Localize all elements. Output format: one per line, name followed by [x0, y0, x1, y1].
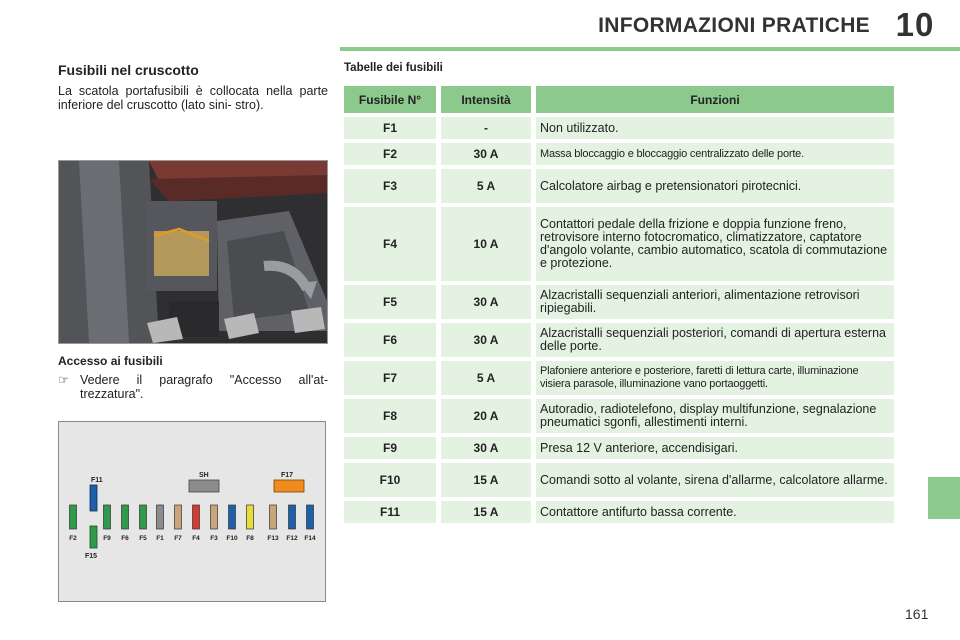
access-text: Vedere il paragrafo "Accesso all'at- trezzatura".: [80, 373, 328, 401]
fuse-function: Presa 12 V anteriore, accendisigari.: [536, 437, 894, 459]
fuse-f10: [229, 505, 236, 529]
fuse-f12: [289, 505, 296, 529]
shunt-sh: [189, 480, 219, 492]
table-row: [344, 323, 894, 357]
fuse-label-f7: F7: [174, 535, 182, 542]
table-row: [344, 501, 894, 523]
fuse-f1: [157, 505, 164, 529]
fuse-function: Calcolatore airbag e pretensionatori pirotecnici.: [536, 169, 894, 203]
fuse-label-f1: F1: [156, 535, 164, 542]
fuse-label-f15: F15: [85, 553, 98, 560]
fuse-function: Contattori pedale della frizione e doppia funzione freno, retrovisore interno fotocromatico, climatizzatore, captatore d'angolo volante, cambio automatico, scatola di commutazione e protezione.: [536, 207, 894, 281]
dashboard-fuse-photo: [58, 160, 328, 344]
fuse-label-f12: F12: [286, 535, 298, 542]
fuse-f14: [307, 505, 314, 529]
table-row: [344, 207, 894, 281]
fuse-label-f2: F2: [69, 535, 77, 542]
table-row: [344, 143, 894, 165]
fuse-function: Comandi sotto al volante, sirena d'allarme, calcolatore allarme.: [536, 463, 894, 497]
fuse-label-f3: F3: [210, 535, 218, 542]
chapter-number: 10: [895, 6, 935, 43]
fuse-label-f8: F8: [246, 535, 254, 542]
fuse-intensity: 30 A: [441, 143, 531, 165]
fuse-function: Non utilizzato.: [536, 117, 894, 139]
fuse-function: Alzacristalli sequenziali anteriori, alimentazione retrovisori ripiegabili.: [536, 285, 894, 319]
chapter-side-tab: [928, 477, 960, 519]
fuse-number: F9: [344, 437, 436, 459]
fuse-label-f5: F5: [139, 535, 147, 542]
fuse-label-f4: F4: [192, 535, 200, 542]
access-instruction: [58, 373, 328, 401]
fuse-f8: [247, 505, 254, 529]
fuse-function: Plafoniere anteriore e posteriore, faretti di lettura carte, illuminazione visiera parasole, illuminazione vano portaoggetti.: [536, 361, 894, 395]
fuse-intensity: 30 A: [441, 285, 531, 319]
fuse-f15: [90, 526, 97, 548]
fuse-intensity: -: [441, 117, 531, 139]
fuse-number: F3: [344, 169, 436, 203]
fuse-label-f14: F14: [304, 535, 316, 542]
fuse-label-f13: F13: [267, 535, 279, 542]
fuse-label-f11: F11: [91, 477, 103, 484]
fuse-f9: [104, 505, 111, 529]
fuse-f2: [70, 505, 77, 529]
fuse-f4: [193, 505, 200, 529]
header-fuse-number: Fusibile N°: [344, 86, 436, 113]
fuse-number: F4: [344, 207, 436, 281]
table-row: [344, 399, 894, 433]
fuse-box-diagram: [58, 421, 326, 602]
table-row: [344, 117, 894, 139]
table-row: [344, 437, 894, 459]
access-title: Accesso ai fusibili: [58, 354, 163, 368]
fuse-function: Alzacristalli sequenziali posteriori, comandi di apertura esterna delle porte.: [536, 323, 894, 357]
fuse-number: F7: [344, 361, 436, 395]
chapter-title: INFORMAZIONI PRATICHE: [598, 14, 870, 37]
header-rule: [340, 47, 960, 51]
table-row: [344, 361, 894, 395]
header-intensity: Intensità: [441, 86, 531, 113]
fuse-table: [339, 82, 899, 527]
fuse-number: F5: [344, 285, 436, 319]
fuse-number: F2: [344, 143, 436, 165]
fuse-label-f9: F9: [103, 535, 111, 542]
fuse-f6: [122, 505, 129, 529]
fuse-f5: [140, 505, 147, 529]
table-row: [344, 285, 894, 319]
page-number: 161: [905, 606, 929, 622]
fuse-function: Massa bloccaggio e bloccaggio centralizzato delle porte.: [536, 143, 894, 165]
fuse-f17: [274, 480, 304, 492]
fuse-label-f6: F6: [121, 535, 129, 542]
fuse-number: F1: [344, 117, 436, 139]
fuse-function: Autoradio, radiotelefono, display multifunzione, segnalazione pneumatici sgonfi, allestimenti interni.: [536, 399, 894, 433]
fuse-label-f17: F17: [281, 472, 294, 479]
intro-paragraph: La scatola portafusibili è collocata nella parte inferiore del cruscotto (lato sini- stro).: [58, 84, 328, 112]
tables-title: Tabelle dei fusibili: [344, 62, 443, 74]
fuse-label-f10: F10: [226, 535, 238, 542]
table-row: [344, 169, 894, 203]
fuse-label-sh: SH: [199, 472, 209, 479]
fuse-intensity: 5 A: [441, 169, 531, 203]
fuse-intensity: 20 A: [441, 399, 531, 433]
pointing-hand-icon: ☞: [58, 373, 70, 387]
fuse-f3: [211, 505, 218, 529]
fuse-intensity: 10 A: [441, 207, 531, 281]
fuse-number: F6: [344, 323, 436, 357]
fuse-row: [69, 505, 316, 542]
table-header-row: [344, 86, 894, 113]
fuse-intensity: 15 A: [441, 501, 531, 523]
table-row: [344, 463, 894, 497]
fuse-number: F8: [344, 399, 436, 433]
section-title: Fusibili nel cruscotto: [58, 62, 199, 78]
fuse-intensity: 30 A: [441, 323, 531, 357]
header-functions: Funzioni: [536, 86, 894, 113]
fuse-function: Contattore antifurto bassa corrente.: [536, 501, 894, 523]
fuse-intensity: 15 A: [441, 463, 531, 497]
fuse-f13: [270, 505, 277, 529]
fuse-intensity: 30 A: [441, 437, 531, 459]
fuse-number: F11: [344, 501, 436, 523]
fuse-number: F10: [344, 463, 436, 497]
fuse-f7: [175, 505, 182, 529]
fuse-f11: [90, 485, 97, 511]
fuse-intensity: 5 A: [441, 361, 531, 395]
